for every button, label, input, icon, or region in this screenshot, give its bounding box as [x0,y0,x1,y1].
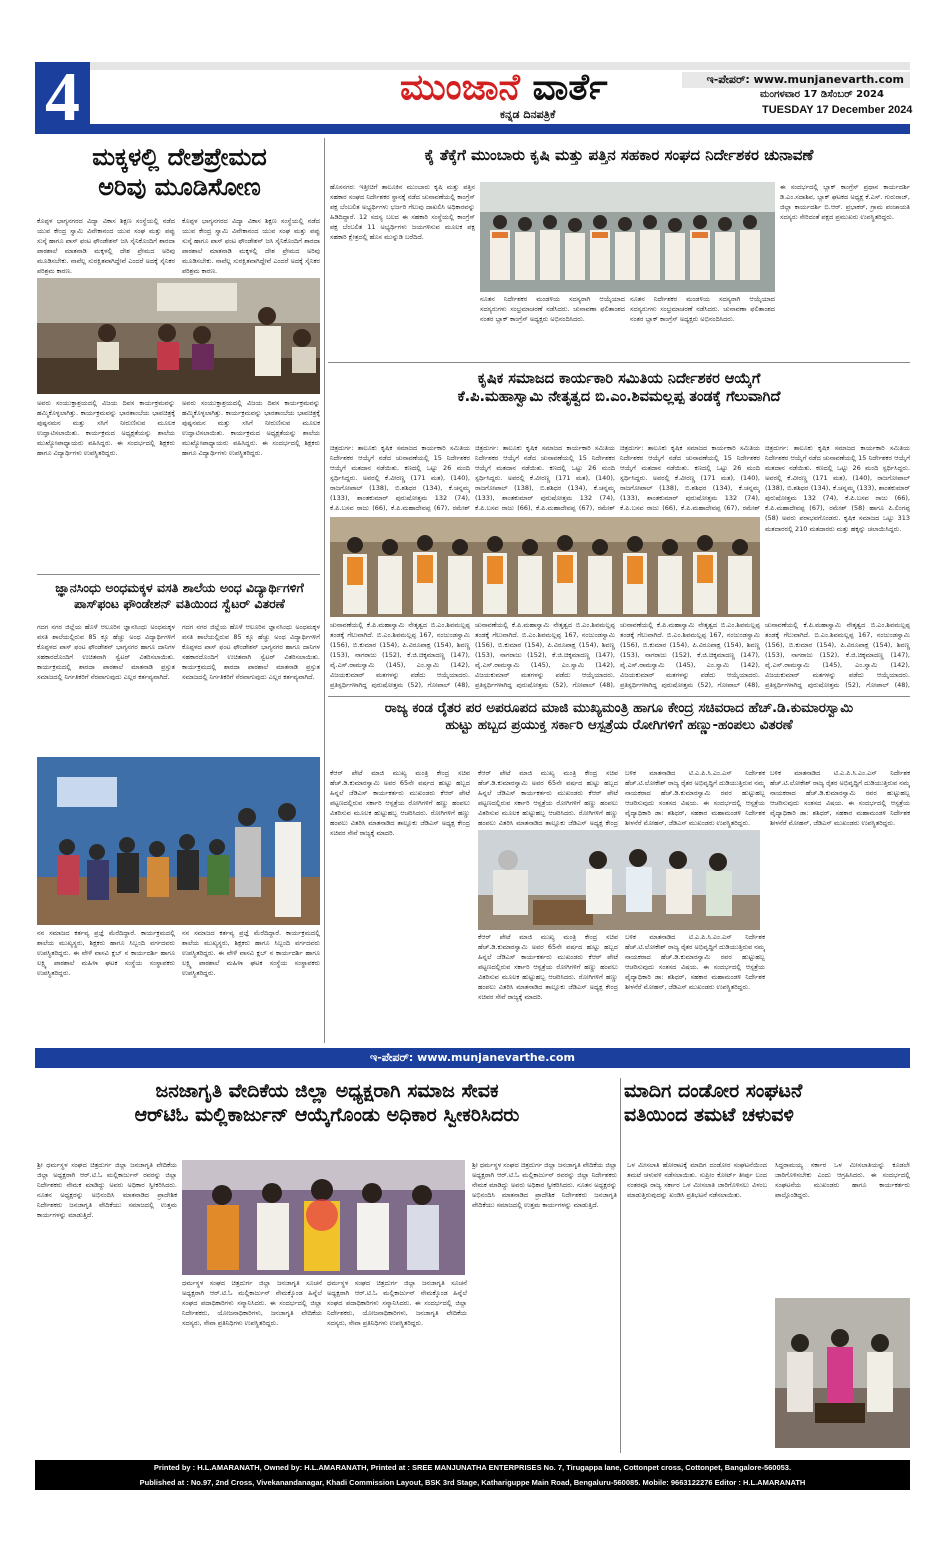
article-5-headline-line-1: ರಾಜ್ಯ ಕಂಡ ರೈತರ ಪರ ಅಪರೂಪದ ಮಾಜಿ ಮುಖ್ಯಮಂತ್ರಿ ಹಾಗೂ ಕೇಂದ್ರ ಸಚಿವರಾದ ಹೆಚ್.ಡಿ.ಕುಮಾರಸ್ವಾಮಿ [384,700,854,716]
article-3-headline-line-2: ಕೆ.ಪಿ.ಮಹಾಸ್ವಾಮಿ ನೇತೃತ್ವದ ಬಿ.ಎಂ.ಶಿವಮಲ್ಲಪ್ಪ ತಂಡಕ್ಕೆ ಗೆಲುವಾಗಿದೆ [457,389,781,406]
article-6-body-2: ಧರ್ಮಸ್ಥಳ ಸಂಘದ ಚಿತ್ರದುರ್ಗ ಜಿಲ್ಲಾ ಜನಜಾಗೃತಿ ಸೂಚನೆ ಅಧ್ಯಕ್ಷರಾಗಿ ಆರ್.ಟಿ.ಓ ಮಲ್ಲಿಕಾರ್ಜುನ್ ನೇಮಕ್ಕೊಂಡ ಹಿನ್ನೆಲೆ ಸಂಘದ ಪದಾಧಿಕಾರಿಗಳು ಸನ್ಮಾನಿಸಿದರು. ಈ ಸಂದರ್ಭದಲ್ಲಿ ಜಿಲ್ಲಾ ನಿರ್ದೇಶಕರು, ಯೋಜನಾಧಿಕಾರಿಗಳು, ಜನಜಾಗೃತಿ ವೇದಿಕೆಯ ಸದಸ್ಯರು, ಸೇವಾ ಪ್ರತಿನಿಧಿಗಳು ಉಪಸ್ಥಿತರಿದ್ದರು. [182,1279,322,1328]
article-5-body-2-cont: ಬಳಿಕ ಮಾತನಾಡಿದ ಟಿ.ಎ.ಪಿ.ಸಿ.ಎಂ.ಎಸ್ ನಿರ್ದೇಶಕ ಹೆಚ್.ಟಿ.ಲೋಕೇಶ್ ರಾಜ್ಯ ರೈತರ ಅಭಿವೃದ್ಧಿಗೆ ದುಡಿಯುತ್ತಿರುವ ನಮ್ಮ ನಾಯಕರಾದ ಹೆಚ್.ಡಿ.ಕುಮಾರಸ್ವಾಮಿ ರವರ ಹುಟ್ಟುಹಬ್ಬ ಆಚರಿಸುವುದು ಸಂತಸದ ವಿಷಯ. ಈ ಸಂದರ್ಭದಲ್ಲಿ ಆಸ್ಪತ್ರೆಯ ವೈದ್ಯಾಧಿಕಾರಿ ಡಾ: ಶಶಿಧರ್, ಸಹಕಾರ ಮಹಾಮಂಡಳಿ ನಿರ್ದೇಶಕ ಶೀಳನೆರೆ ಮೋಹನ್, ಜೆಡಿಎಸ್ ಮುಖಂಡರು ಉಪಸ್ಥಿತರಿದ್ದರು. [625,933,765,992]
article-4-body-2-cont: ನನ ಸಮಾಜದ ಕರ್ತವ್ಯ ಪ್ರಜ್ಞೆ ಮೆರೆದಿದ್ದಾರೆ. ಕಾರ್ಯಕ್ರಮದಲ್ಲಿ ಶಾಲೆಯ ಮುಖ್ಯಸ್ಥರು, ಶಿಕ್ಷಕರು ಹಾಗೂ ಸಿಬ್ಬಂದಿ ವರ್ಗದವರು ಉಪಸ್ಥಿತರಿದ್ದರು. ಈ ವೇಳೆ ವಾಸವಿ ಕ್ಲಬ್ ನ ಕಾರ್ಯದರ್ಶಿ ಹಾಗೂ ಲಕ್ಷ್ಮಿ ಪಾಠಶಾಲೆ ಮಹಿಳಾ ಘಟಕ ಸಂಸ್ಥೆಯ ಸಂಸ್ಥಾಪಕರು ಉಪಸ್ಥಿತರಿದ್ದರು. [182,929,320,978]
article-4-body: ಗದಗ ನಗರ ಜಿಲ್ಲೆಯ ಹೊಳೆ ಆಲೂರಿನ ಜ್ಞಾನಸಿಂಧು ಅಂಧಮಕ್ಕಳ ವಸತಿ ಶಾಲೆಯಲ್ಲಿರುವ 85 ಕ್ಕೂ ಹೆಚ್ಚು ಅಂಧ ವಿದ್ಯಾರ್ಥಿಗಳಿಗೆ ಕೊಪ್ಪಳದ ಪಾಸ್ ಫಂಟ ಫೌಂಡೇಶನ್ ಭಾಗ್ಯನಗರ ಹಾಗೂ ದಾನಿಗಳ ಸಹಕಾರದೊಂದಿಗೆ ಉಚಿತವಾಗಿ ಸ್ವೆಟರ್ ವಿತರಿಸಲಾಯಿತು. ಕಾರ್ಯಕ್ರಮದಲ್ಲಿ ಶಾರದಾ ಪಾಠಶಾಲೆ ಮಾತನಾಡಿ ಪ್ರಸ್ತುತ ಸಮಾಜದಲ್ಲಿ ನಿರ್ಗತಿಕರಿಗೆ ನೆರವಾಗುವುದು ಎಲ್ಲರ ಕರ್ತವ್ಯವಾಗಿದೆ. [37,623,175,682]
article-1-body: ಕೊಪ್ಪಳ ಭಾಗ್ಯನಗರದ ವಿದ್ಯಾ ವಿಕಾಸ ಶಿಕ್ಷಣ ಸಂಸ್ಥೆಯಲ್ಲಿ ನಡೆದ ಯುವ ಕೇಂದ್ರ ಸ್ವಾಮಿ ವಿವೇಕಾನಂದ ಯುವ ಸಂಘ ಮತ್ತು ಪಪ್ಪು ಸುಸ್ಕೆ ಹಾಗೂ ಪಾಸ್ ಫಂಟ ಫೌಂಡೇಶನ್ ಜಸಿ ಸೈನಿಕೊಂದಿಗೆ ಶಾರದಾ ಪಾಠಶಾಲೆ ಮಾತನಾಡಿ ಮಕ್ಕಳಲ್ಲಿ ದೇಶ ಪ್ರೇಮದ ಅರಿವು ಮೂಡಿಸಬೇಕು. ನಾವೆಲ್ಲ ಸುರಕ್ಷಿತವಾಗಿದ್ದೇವೆ ಎಂದರೆ ಅದಕ್ಕೆ ಸೈನಿಕರ ಪರಿಶ್ರಮ ಕಾರಣ. [37,217,175,276]
column-rule [620,1078,621,1453]
article-1-photo [37,278,320,394]
article-3-headline-line-1: ಕೃಷಿಕ ಸಮಾಜದ ಕಾರ್ಯಕಾರಿ ಸಮಿತಿಯ ನಿರ್ದೇಶಕರ ಆಯ್ಕೆಗೆ [477,371,761,387]
article-2-body: ಹೊಸನಗರ: ಇತ್ತೀಚಿಗೆ ತಾಲೂಕಿನ ಮುಂಬಾರು ಕೃಷಿ ಮತ್ತು ಪತ್ತಿನ ಸಹಕಾರ ಸಂಘದ ನಿರ್ದೇಶಕರ ಸ್ಥಾನಕ್ಕೆ ನಡೆದ ಚುನಾವಣೆಯಲ್ಲಿ ಕಾಂಗ್ರೆಸ್ ಪಕ್ಷ ಬೆಂಬಲಿತ ಅಭ್ಯರ್ಥಿಗಳು ಭರ್ಜರಿ ಗೆಲುವು ದಾಖಲಿಸಿ ಅಧಿಕಾರವನ್ನು ಹಿಡಿದಿದ್ದಾರೆ. 12 ಸದಸ್ಯ ಬಲದ ಈ ಸಹಕಾರಿ ಸಂಸ್ಥೆಯಲ್ಲಿ ಕಾಂಗ್ರೆಸ್ ಪಕ್ಷ ಬೆಂಬಲಿತ 11 ಅಭ್ಯರ್ಥಿಗಳು ಜಯಗಳಿಸುವ ಮೂಲಕ ಪಕ್ಷ ಸಹಕಾರಿ ಕ್ಷೇತ್ರದಲ್ಲಿ ಹೊಸ ಮುನ್ನುಡಿ ಬರೆದಿದೆ. [330,183,475,242]
article-3-body-cont: ಚಿತ್ರದುರ್ಗ: ತಾಲೂಕು ಕೃಷಿಕ ಸಮಾಜದ ಕಾರ್ಯಕಾರಿ ಸಮಿತಿಯ ನಿರ್ದೇಶಕರ ಆಯ್ಕೆಗೆ ನಡೆದ ಚುನಾವಣೆಯಲ್ಲಿ 15 ನಿರ್ದೇಶಕರ ಆಯ್ಕೆಗೆ ಮತದಾನ ನಡೆಯಿತು. ಕಣದಲ್ಲಿ ಒಟ್ಟು 26 ಮಂದಿ ಸ್ಪರ್ಧಿಸಿದ್ದರು. ಅವರಲ್ಲಿ ಕೆ.ವೀರಣ್ಣ (171 ಮತ), (140), ರಾಜಗೋಪಾಲ್ (138), ಬಿ.ಶಶಿಧರ (134), ಕೆ.ಚನ್ನಮ್ಮ (133), ಶಾಂತಕುಮಾರ್ ಪುರುಷೋತ್ತಮ 132 (74), ಕೆ.ಪಿ.ಬಸವ ರಾಜು (66), ಕೆ.ಪಿ.ಮಹಾದೇವಪ್ಪ (67), ರಮೇಶ್ [475,444,615,513]
article-4-body-cont: ಗದಗ ನಗರ ಜಿಲ್ಲೆಯ ಹೊಳೆ ಆಲೂರಿನ ಜ್ಞಾನಸಿಂಧು ಅಂಧಮಕ್ಕಳ ವಸತಿ ಶಾಲೆಯಲ್ಲಿರುವ 85 ಕ್ಕೂ ಹೆಚ್ಚು ಅಂಧ ವಿದ್ಯಾರ್ಥಿಗಳಿಗೆ ಕೊಪ್ಪಳದ ಪಾಸ್ ಫಂಟ ಫೌಂಡೇಶನ್ ಭಾಗ್ಯನಗರ ಹಾಗೂ ದಾನಿಗಳ ಸಹಕಾರದೊಂದಿಗೆ ಉಚಿತವಾಗಿ ಸ್ವೆಟರ್ ವಿತರಿಸಲಾಯಿತು. ಕಾರ್ಯಕ್ರಮದಲ್ಲಿ ಶಾರದಾ ಪಾಠಶಾಲೆ ಮಾತನಾಡಿ ಪ್ರಸ್ತುತ ಸಮಾಜದಲ್ಲಿ ನಿರ್ಗತಿಕರಿಗೆ ನೆರವಾಗುವುದು ಎಲ್ಲರ ಕರ್ತವ್ಯವಾಗಿದೆ. [182,623,320,682]
newspaper-logo [400,66,608,109]
article-7-photo [775,1298,910,1448]
article-5-body-2: ಬಳಿಕ ಮಾತನಾಡಿದ ಟಿ.ಎ.ಪಿ.ಸಿ.ಎಂ.ಎಸ್ ನಿರ್ದೇಶಕ ಹೆಚ್.ಟಿ.ಲೋಕೇಶ್ ರಾಜ್ಯ ರೈತರ ಅಭಿವೃದ್ಧಿಗೆ ದುಡಿಯುತ್ತಿರುವ ನಮ್ಮ ನಾಯಕರಾದ ಹೆಚ್.ಡಿ.ಕುಮಾರಸ್ವಾಮಿ ರವರ ಹುಟ್ಟುಹಬ್ಬ ಆಚರಿಸುವುದು ಸಂತಸದ ವಿಷಯ. ಈ ಸಂದರ್ಭದಲ್ಲಿ ಆಸ್ಪತ್ರೆಯ ವೈದ್ಯಾಧಿಕಾರಿ ಡಾ: ಶಶಿಧರ್, ಸಹಕಾರ ಮಹಾಮಂಡಳಿ ನಿರ್ದೇಶಕ ಶೀಳನೆರೆ ಮೋಹನ್, ಜೆಡಿಎಸ್ ಮುಖಂಡರು ಉಪಸ್ಥಿತರಿದ್ದರು. [625,769,765,828]
article-7-body-2: ಸಿದ್ದರಾಮಯ್ಯ ಸರ್ಕಾರ ಒಳ ಮೀಸಲಾತಿಯನ್ನು ಕೂಡಲೇ ಜಾರಿಗೊಳಿಸಬೇಕು ಎಂದು ಆಗ್ರಹಿಸಿದರು. ಈ ಸಂದರ್ಭದಲ್ಲಿ ಸಂಘಟನೆಯ ಮುಖಂಡರು ಹಾಗೂ ಕಾರ್ಯಕರ್ತರು ಪಾಲ್ಗೊಂಡಿದ್ದರು. [775,1161,910,1200]
article-3-photo [330,517,760,617]
article-7-headline-line-2: ವತಿಯಿಂದ ತಮಟೆ ಚಳುವಳಿ [624,1103,794,1126]
article-3-body-2-cont: ಚುನಾವಣೆಯಲ್ಲಿ ಕೆ.ಪಿ.ಮಹಾಸ್ವಾಮಿ ನೇತೃತ್ವದ ಬಿ.ಎಂ.ಶಿವಮಲ್ಲಪ್ಪ ತಂಡಕ್ಕೆ ಗೆಲುವಾಗಿದೆ. ಬಿ.ಎಂ.ಶಿವಮಲ್ಲಪ್ಪ 167, ನಂಜುಂಡಸ್ವಾಮಿ (156), ಬಿ.ಕುಮಾರ (154), ಪಿ.ವಿರೂಪಾಕ್ಷ (154), ಶಿವಣ್ಣ (153), ನಾಗರಾಜು (152), ಕೆ.ಜಿ.ಚಿಕ್ಕಮಾದಣ್ಣ (147), ವೈ.ಎಸ್.ರಾಮಸ್ವಾಮಿ (145), ಎಂ.ಸ್ವಾಮಿ (142), ವಿಜಯಕುಮಾರ್ ಮತಗಳನ್ನು ಪಡೆದು ಆಯ್ಕೆಯಾದರು. ಪ್ರತಿಸ್ಪರ್ಧಿಗಳಾಗಿದ್ದ ಪುರುಷೋತ್ತಮ (52), ಗೋಪಾಲ್ (48), [475,621,615,690]
footer-line-1: Printed by : H.L.AMARANATH, Owned by: H.L.AMARANATH, Printed at : SREE MANJUNATHA ENTERPRISES No. 7, Tirugappa lane, Cottonpet cross, Cottonpet, Bangalore-560053. [153,1463,792,1472]
article-4-headline [37,580,322,611]
article-4-headline-line-1: ಜ್ಞಾನಸಿಂಧು ಅಂಧಮಕ್ಕಳ ವಸತಿ ಶಾಲೆಯ ಅಂಧ ವಿದ್ಯಾರ್ಥಿಗಳಿಗೆ [55,580,304,595]
article-5-photo [478,830,760,930]
section-divider [328,696,910,697]
article-2-photo [480,182,775,292]
article-1-body-2: ಅವರು ಸಂಯುಕ್ತಾಶ್ರಯದಲ್ಲಿ ವಿಜಯ ದಿವಸ ಕಾರ್ಯಕ್ರಮವನ್ನು ಹಮ್ಮಿಕೊಳ್ಳಲಾಗಿತ್ತು. ಕಾರ್ಯಕ್ರಮವನ್ನು ಭಾರತಾಂಬೆಯ ಭಾವಚಿತ್ರಕ್ಕೆ ಪುಷ್ಪನಮನ ಮತ್ತು ಸಸಿಗೆ ನೀರುಣಿಸುವ ಮೂಲಕ ಉದ್ಘಾಟಿಸಲಾಯಿತು. ಕಾರ್ಯಕ್ರಮದ ಅಧ್ಯಕ್ಷತೆಯನ್ನು ಶಾಲೆಯ ಮುಖ್ಯೋಪಾಧ್ಯಾಯರು ವಹಿಸಿದ್ದರು. ಈ ಸಂದರ್ಭದಲ್ಲಿ ಶಿಕ್ಷಕರು ಹಾಗೂ ವಿದ್ಯಾರ್ಥಿಗಳು ಉಪಸ್ಥಿತರಿದ್ದರು. [37,399,175,458]
article-3-headline [328,370,910,406]
epaper-banner[interactable]: ಇ-ಪೇಪರ್: www.munjanevarthe.com [35,1048,910,1068]
article-6-headline-line-2: ಆರ್‌ಟಿಓ ಮಲ್ಲಿಕಾರ್ಜುನ್ ಆಯ್ಕೆಗೊಂಡು ಅಧಿಕಾರ ಸ್ವೀಕರಿಸಿದರು [134,1103,520,1126]
article-3-body-2-cont-2: ಚುನಾವಣೆಯಲ್ಲಿ ಕೆ.ಪಿ.ಮಹಾಸ್ವಾಮಿ ನೇತೃತ್ವದ ಬಿ.ಎಂ.ಶಿವಮಲ್ಲಪ್ಪ ತಂಡಕ್ಕೆ ಗೆಲುವಾಗಿದೆ. ಬಿ.ಎಂ.ಶಿವಮಲ್ಲಪ್ಪ 167, ನಂಜುಂಡಸ್ವಾಮಿ (156), ಬಿ.ಕುಮಾರ (154), ಪಿ.ವಿರೂಪಾಕ್ಷ (154), ಶಿವಣ್ಣ (153), ನಾಗರಾಜು (152), ಕೆ.ಜಿ.ಚಿಕ್ಕಮಾದಣ್ಣ (147), ವೈ.ಎಸ್.ರಾಮಸ್ವಾಮಿ (145), ಎಂ.ಸ್ವಾಮಿ (142), ವಿಜಯಕುಮಾರ್ ಮತಗಳನ್ನು ಪಡೆದು ಆಯ್ಕೆಯಾದರು. ಪ್ರತಿಸ್ಪರ್ಧಿಗಳಾಗಿದ್ದ ಪುರುಷೋತ್ತಮ (52), ಗೋಪಾಲ್ (48), [620,621,760,690]
masthead-bottom-bar [90,124,910,134]
printer-publisher-footer [35,1460,910,1490]
article-2-caption: ನೂತನ ನಿರ್ದೇಶಕರ ಮಂಡಳಿಯ ಸದಸ್ಯರಾಗಿ ಆಯ್ಕೆಯಾದ ಸದಸ್ಯರುಗಳು ಸಂಭ್ರಮಾಚರಣೆ ನಡೆಸಿದರು. ಚುನಾವಣಾ ಫಲಿತಾಂಶದ ನಂತರ ಬ್ಲಾಕ್ ಕಾಂಗ್ರೆಸ್ ಅಧ್ಯಕ್ಷರು ಅಭಿನಂದಿಸಿದರು. [480,295,625,324]
article-6-photo [182,1160,465,1275]
article-3-body: ಚಿತ್ರದುರ್ಗ: ತಾಲೂಕು ಕೃಷಿಕ ಸಮಾಜದ ಕಾರ್ಯಕಾರಿ ಸಮಿತಿಯ ನಿರ್ದೇಶಕರ ಆಯ್ಕೆಗೆ ನಡೆದ ಚುನಾವಣೆಯಲ್ಲಿ 15 ನಿರ್ದೇಶಕರ ಆಯ್ಕೆಗೆ ಮತದಾನ ನಡೆಯಿತು. ಕಣದಲ್ಲಿ ಒಟ್ಟು 26 ಮಂದಿ ಸ್ಪರ್ಧಿಸಿದ್ದರು. ಅವರಲ್ಲಿ ಕೆ.ವೀರಣ್ಣ (171 ಮತ), (140), ರಾಜಗೋಪಾಲ್ (138), ಬಿ.ಶಶಿಧರ (134), ಕೆ.ಚನ್ನಮ್ಮ (133), ಶಾಂತಕುಮಾರ್ ಪುರುಷೋತ್ತಮ 132 (74), ಕೆ.ಪಿ.ಬಸವ ರಾಜು (66), ಕೆ.ಪಿ.ಮಹಾದೇವಪ್ಪ (67), ರಮೇಶ್ [330,444,470,513]
section-divider [328,362,910,363]
article-2-body-2: ಈ ಸಂದರ್ಭದಲ್ಲಿ ಬ್ಲಾಕ್ ಕಾಂಗ್ರೆಸ್ ಪ್ರಧಾನ ಕಾರ್ಯದರ್ಶಿ ಡಿ.ಎಂ.ಸದಾಶಿವ, ಬ್ಲಾಕ್ ಘಟಕದ ಅಧ್ಯಕ್ಷ ಕೆ.ಎಸ್. ಗುರುರಾಜ್, ಜಿಲ್ಲಾ ಕಾರ್ಯದರ್ಶಿ ಬಿ.ಆರ್. ಪ್ರಭಾಕರ್, ಗ್ರಾಮ ಪಂಚಾಯತಿ ಸದಸ್ಯರು ಸೇರಿದಂತೆ ಪಕ್ಷದ ಪ್ರಮುಖರು ಉಪಸ್ಥಿತರಿದ್ದರು. [780,183,910,222]
article-7-body: ಒಳ ಮೀಸಲಾತಿ ಹೋರಾಟಕ್ಕೆ ಮಾದಿಗ ದಂಡೋರ ಸಂಘಟನೆಯಿಂದ ತಮಟೆ ಚಳುವಳಿ ನಡೆಸಲಾಯಿತು. ಸುಪ್ರೀಂ ಕೋರ್ಟ್ ತೀರ್ಪು ಬಂದ ನಂತರವೂ ರಾಜ್ಯ ಸರ್ಕಾರ ಒಳ ಮೀಸಲಾತಿ ಜಾರಿಗೊಳಿಸಲು ವಿಳಂಬ ಮಾಡುತ್ತಿರುವುದನ್ನು ಖಂಡಿಸಿ ಪ್ರತಿಭಟನೆ ನಡೆಸಲಾಯಿತು. [627,1161,767,1200]
page-number: 4 [35,62,90,134]
section-divider [37,574,320,575]
article-6-body-2-cont: ಧರ್ಮಸ್ಥಳ ಸಂಘದ ಚಿತ್ರದುರ್ಗ ಜಿಲ್ಲಾ ಜನಜಾಗೃತಿ ಸೂಚನೆ ಅಧ್ಯಕ್ಷರಾಗಿ ಆರ್.ಟಿ.ಓ ಮಲ್ಲಿಕಾರ್ಜುನ್ ನೇಮಕ್ಕೊಂಡ ಹಿನ್ನೆಲೆ ಸಂಘದ ಪದಾಧಿಕಾರಿಗಳು ಸನ್ಮಾನಿಸಿದರು. ಈ ಸಂದರ್ಭದಲ್ಲಿ ಜಿಲ್ಲಾ ನಿರ್ದೇಶಕರು, ಯೋಜನಾಧಿಕಾರಿಗಳು, ಜನಜಾಗೃತಿ ವೇದಿಕೆಯ ಸದಸ್ಯರು, ಸೇವಾ ಪ್ರತಿನಿಧಿಗಳು ಉಪಸ್ಥಿತರಿದ್ದರು. [327,1279,467,1328]
article-6-headline [37,1080,617,1128]
footer-line-2: Published at : No.97, 2nd Cross, Vivekanandanagar, Khadi Commission Layout, BSK 3rd Stage, Kathariguppe Main Road, Bengaluru-560085. Mobile: 9663122276 Editor : H.L.AMARANATH [139,1478,806,1487]
article-3-body-2-cont-3: ಚುನಾವಣೆಯಲ್ಲಿ ಕೆ.ಪಿ.ಮಹಾಸ್ವಾಮಿ ನೇತೃತ್ವದ ಬಿ.ಎಂ.ಶಿವಮಲ್ಲಪ್ಪ ತಂಡಕ್ಕೆ ಗೆಲುವಾಗಿದೆ. ಬಿ.ಎಂ.ಶಿವಮಲ್ಲಪ್ಪ 167, ನಂಜುಂಡಸ್ವಾಮಿ (156), ಬಿ.ಕುಮಾರ (154), ಪಿ.ವಿರೂಪಾಕ್ಷ (154), ಶಿವಣ್ಣ (153), ನಾಗರಾಜು (152), ಕೆ.ಜಿ.ಚಿಕ್ಕಮಾದಣ್ಣ (147), ವೈ.ಎಸ್.ರಾಮಸ್ವಾಮಿ (145), ಎಂ.ಸ್ವಾಮಿ (142), ವಿಜಯಕುಮಾರ್ ಮತಗಳನ್ನು ಪಡೆದು ಆಯ್ಕೆಯಾದರು. ಪ್ರತಿಸ್ಪರ್ಧಿಗಳಾಗಿದ್ದ ಪುರುಷೋತ್ತಮ (52), ಗೋಪಾಲ್ (48), [765,621,910,690]
epaper-url[interactable]: ಇ-ಪೇಪರ್: www.munjanevarth.com [682,72,910,88]
column-rule [324,138,325,1043]
article-3-body-cont-2: ಚಿತ್ರದುರ್ಗ: ತಾಲೂಕು ಕೃಷಿಕ ಸಮಾಜದ ಕಾರ್ಯಕಾರಿ ಸಮಿತಿಯ ನಿರ್ದೇಶಕರ ಆಯ್ಕೆಗೆ ನಡೆದ ಚುನಾವಣೆಯಲ್ಲಿ 15 ನಿರ್ದೇಶಕರ ಆಯ್ಕೆಗೆ ಮತದಾನ ನಡೆಯಿತು. ಕಣದಲ್ಲಿ ಒಟ್ಟು 26 ಮಂದಿ ಸ್ಪರ್ಧಿಸಿದ್ದರು. ಅವರಲ್ಲಿ ಕೆ.ವೀರಣ್ಣ (171 ಮತ), (140), ರಾಜಗೋಪಾಲ್ (138), ಬಿ.ಶಶಿಧರ (134), ಕೆ.ಚನ್ನಮ್ಮ (133), ಶಾಂತಕುಮಾರ್ ಪುರುಷೋತ್ತಮ 132 (74), ಕೆ.ಪಿ.ಬಸವ ರಾಜು (66), ಕೆ.ಪಿ.ಮಹಾದೇವಪ್ಪ (67), ರಮೇಶ್ [620,444,760,513]
article-2-caption-cont: ನೂತನ ನಿರ್ದೇಶಕರ ಮಂಡಳಿಯ ಸದಸ್ಯರಾಗಿ ಆಯ್ಕೆಯಾದ ಸದಸ್ಯರುಗಳು ಸಂಭ್ರಮಾಚರಣೆ ನಡೆಸಿದರು. ಚುನಾವಣಾ ಫಲಿತಾಂಶದ ನಂತರ ಬ್ಲಾಕ್ ಕಾಂಗ್ರೆಸ್ ಅಧ್ಯಕ್ಷರು ಅಭಿನಂದಿಸಿದರು. [630,295,775,324]
article-3-body-cont-3: ಚಿತ್ರದುರ್ಗ: ತಾಲೂಕು ಕೃಷಿಕ ಸಮಾಜದ ಕಾರ್ಯಕಾರಿ ಸಮಿತಿಯ ನಿರ್ದೇಶಕರ ಆಯ್ಕೆಗೆ ನಡೆದ ಚುನಾವಣೆಯಲ್ಲಿ 15 ನಿರ್ದೇಶಕರ ಆಯ್ಕೆಗೆ ಮತದಾನ ನಡೆಯಿತು. ಕಣದಲ್ಲಿ ಒಟ್ಟು 26 ಮಂದಿ ಸ್ಪರ್ಧಿಸಿದ್ದರು. ಅವರಲ್ಲಿ ಕೆ.ವೀರಣ್ಣ (171 ಮತ), (140), ರಾಜಗೋಪಾಲ್ (138), ಬಿ.ಶಶಿಧರ (134), ಕೆ.ಚನ್ನಮ್ಮ (133), ಶಾಂತಕುಮಾರ್ ಪುರುಷೋತ್ತಮ 132 (74), ಕೆ.ಪಿ.ಬಸವ ರಾಜು (66), ಕೆ.ಪಿ.ಮಹಾದೇವಪ್ಪ (67), ರಮೇಶ್ (58) ಹಾಗೂ ಪಿ.ಲಿಂಗಪ್ಪ (58) ಅವರು ಪರಾಭವಗೊಂಡರು. ಕೃಷಿಕ ಸಮಾಜದ ಒಟ್ಟು 313 ಮತದಾರರಲ್ಲಿ 210 ಮತದಾರರು ಮತ್ತು ಹಕ್ಕನ್ನು ಚಲಾಯಿಸಿದ್ದರು. [765,444,910,533]
date-kannada: ಮಂಗಳವಾರ 17 ಡಿಸೆಂಬರ್ 2024 [760,89,884,100]
logo-part-2: ವಾರ್ತೆ [532,66,608,108]
article-6-body: ಶ್ರೀ ಧರ್ಮಸ್ಥಳ ಸಂಘದ ಚಿತ್ರದುರ್ಗ ಜಿಲ್ಲಾ ಜನಜಾಗೃತಿ ವೇದಿಕೆಯ ಜಿಲ್ಲಾ ಅಧ್ಯಕ್ಷರಾಗಿ ಆರ್.ಟಿ.ಓ ಮಲ್ಲಿಕಾರ್ಜುನ್ ರವರನ್ನು ಜಿಲ್ಲಾ ನಿರ್ದೇಶಕರು ನೇಮಕ ಮಾಡಿದ್ದು ಅವರು ಅಧಿಕಾರ ಸ್ವೀಕರಿಸಿದರು. ನೂತನ ಅಧ್ಯಕ್ಷರನ್ನು ಅಭಿನಂದಿಸಿ ಮಾತನಾಡಿದ ಪ್ರಾದೇಶಿಕ ನಿರ್ದೇಶಕರು ಜನಜಾಗೃತಿ ವೇದಿಕೆಯು ಸಮಾಜದಲ್ಲಿ ಉತ್ತಮ ಕಾರ್ಯಗಳನ್ನು ಮಾಡುತ್ತಿದೆ. [37,1161,177,1220]
tagline: ಕನ್ನಡ ದಿನಪತ್ರಿಕೆ [500,108,556,121]
article-6-headline-line-1: ಜನಜಾಗೃತಿ ವೇದಿಕೆಯ ಜಿಲ್ಲಾ ಅಧ್ಯಕ್ಷರಾಗಿ ಸಮಾಜ ಸೇವಕ [155,1080,499,1102]
article-5-headline-line-2: ಹುಟ್ಟು ಹಬ್ಬದ ಪ್ರಯುಕ್ತ ಸರ್ಕಾರಿ ಆಸ್ಪತ್ರೆಯ ರೋಗಿಗಳಿಗೆ ಹಣ್ಣು-ಹಂಪಲು ವಿತರಣೆ [445,716,793,733]
article-5-body-cont-2: ಕೆಆರ್ ಪೇಟೆ ಮಾಜಿ ಮುಖ್ಯ ಮಂತ್ರಿ ಕೇಂದ್ರ ಸಚಿವ ಹೆಚ್.ಡಿ.ಕುಮಾರಸ್ವಾಮಿ ಅವರ 65ನೇ ವರ್ಷದ ಹುಟ್ಟು ಹಬ್ಬದ ಹಿನ್ನಲೆ ಜೆಡಿಎಸ್ ಕಾರ್ಯಕರ್ತರು ಮುಖಂಡರು ಕೆಆರ್ ಪೇಟೆ ಪಟ್ಟಣದಲ್ಲಿರುವ ಸರ್ಕಾರಿ ಆಸ್ಪತ್ರೆಯ ರೋಗಿಗಳಿಗೆ ಹಣ್ಣು ಹಂಪಲು ವಿತರಿಸುವ ಮೂಲಕ ಹುಟ್ಟುಹಬ್ಬ ಆಚರಿಸಿದರು. ರೋಗಿಗಳಿಗೆ ಹಣ್ಣು ಹಂಪಲು ವಿತರಿಸಿ ಮಾತನಾಡಿದ ತಾಲ್ಲೂಕು ಜೆಡಿಎಸ್ ಅಧ್ಯಕ್ಷ ಕೇಂದ್ರ ಸಚಿವರ ಸೇವೆ ರಾಜ್ಯಕ್ಕೆ ಮಾದರಿ. [478,933,618,1002]
article-1-body-cont: ಕೊಪ್ಪಳ ಭಾಗ್ಯನಗರದ ವಿದ್ಯಾ ವಿಕಾಸ ಶಿಕ್ಷಣ ಸಂಸ್ಥೆಯಲ್ಲಿ ನಡೆದ ಯುವ ಕೇಂದ್ರ ಸ್ವಾಮಿ ವಿವೇಕಾನಂದ ಯುವ ಸಂಘ ಮತ್ತು ಪಪ್ಪು ಸುಸ್ಕೆ ಹಾಗೂ ಪಾಸ್ ಫಂಟ ಫೌಂಡೇಶನ್ ಜಸಿ ಸೈನಿಕೊಂದಿಗೆ ಶಾರದಾ ಪಾಠಶಾಲೆ ಮಾತನಾಡಿ ಮಕ್ಕಳಲ್ಲಿ ದೇಶ ಪ್ರೇಮದ ಅರಿವು ಮೂಡಿಸಬೇಕು. ನಾವೆಲ್ಲ ಸುರಕ್ಷಿತವಾಗಿದ್ದೇವೆ ಎಂದರೆ ಅದಕ್ಕೆ ಸೈನಿಕರ ಪರಿಶ್ರಮ ಕಾರಣ. [182,217,320,276]
article-1-headline [37,142,322,202]
article-5-body-2-cont-2: ಬಳಿಕ ಮಾತನಾಡಿದ ಟಿ.ಎ.ಪಿ.ಸಿ.ಎಂ.ಎಸ್ ನಿರ್ದೇಶಕ ಹೆಚ್.ಟಿ.ಲೋಕೇಶ್ ರಾಜ್ಯ ರೈತರ ಅಭಿವೃದ್ಧಿಗೆ ದುಡಿಯುತ್ತಿರುವ ನಮ್ಮ ನಾಯಕರಾದ ಹೆಚ್.ಡಿ.ಕುಮಾರಸ್ವಾಮಿ ರವರ ಹುಟ್ಟುಹಬ್ಬ ಆಚರಿಸುವುದು ಸಂತಸದ ವಿಷಯ. ಈ ಸಂದರ್ಭದಲ್ಲಿ ಆಸ್ಪತ್ರೆಯ ವೈದ್ಯಾಧಿಕಾರಿ ಡಾ: ಶಶಿಧರ್, ಸಹಕಾರ ಮಹಾಮಂಡಳಿ ನಿರ್ದೇಶಕ ಶೀಳನೆರೆ ಮೋಹನ್, ಜೆಡಿಎಸ್ ಮುಖಂಡರು ಉಪಸ್ಥಿತರಿದ್ದರು. [770,769,910,828]
article-3-body-2: ಚುನಾವಣೆಯಲ್ಲಿ ಕೆ.ಪಿ.ಮಹಾಸ್ವಾಮಿ ನೇತೃತ್ವದ ಬಿ.ಎಂ.ಶಿವಮಲ್ಲಪ್ಪ ತಂಡಕ್ಕೆ ಗೆಲುವಾಗಿದೆ. ಬಿ.ಎಂ.ಶಿವಮಲ್ಲಪ್ಪ 167, ನಂಜುಂಡಸ್ವಾಮಿ (156), ಬಿ.ಕುಮಾರ (154), ಪಿ.ವಿರೂಪಾಕ್ಷ (154), ಶಿವಣ್ಣ (153), ನಾಗರಾಜು (152), ಕೆ.ಜಿ.ಚಿಕ್ಕಮಾದಣ್ಣ (147), ವೈ.ಎಸ್.ರಾಮಸ್ವಾಮಿ (145), ಎಂ.ಸ್ವಾಮಿ (142), ವಿಜಯಕುಮಾರ್ ಮತಗಳನ್ನು ಪಡೆದು ಆಯ್ಕೆಯಾದರು. ಪ್ರತಿಸ್ಪರ್ಧಿಗಳಾಗಿದ್ದ ಪುರುಷೋತ್ತಮ (52), ಗೋಪಾಲ್ (48), [330,621,470,690]
article-1-body-2-cont: ಅವರು ಸಂಯುಕ್ತಾಶ್ರಯದಲ್ಲಿ ವಿಜಯ ದಿವಸ ಕಾರ್ಯಕ್ರಮವನ್ನು ಹಮ್ಮಿಕೊಳ್ಳಲಾಗಿತ್ತು. ಕಾರ್ಯಕ್ರಮವನ್ನು ಭಾರತಾಂಬೆಯ ಭಾವಚಿತ್ರಕ್ಕೆ ಪುಷ್ಪನಮನ ಮತ್ತು ಸಸಿಗೆ ನೀರುಣಿಸುವ ಮೂಲಕ ಉದ್ಘಾಟಿಸಲಾಯಿತು. ಕಾರ್ಯಕ್ರಮದ ಅಧ್ಯಕ್ಷತೆಯನ್ನು ಶಾಲೆಯ ಮುಖ್ಯೋಪಾಧ್ಯಾಯರು ವಹಿಸಿದ್ದರು. ಈ ಸಂದರ್ಭದಲ್ಲಿ ಶಿಕ್ಷಕರು ಹಾಗೂ ವಿದ್ಯಾರ್ಥಿಗಳು ಉಪಸ್ಥಿತರಿದ್ದರು. [182,399,320,458]
article-7-headline [624,1080,912,1128]
article-5-headline [328,700,910,734]
article-1-headline-line-2: ಅರಿವು ಮೂಡಿಸೋಣ [98,173,261,201]
logo-part-1: ಮುಂಜಾನೆ [400,66,520,108]
article-7-headline-line-1: ಮಾದಿಗ ದಂಡೋರ ಸಂಘಟನೆ [624,1080,803,1102]
article-5-body-cont: ಕೆಆರ್ ಪೇಟೆ ಮಾಜಿ ಮುಖ್ಯ ಮಂತ್ರಿ ಕೇಂದ್ರ ಸಚಿವ ಹೆಚ್.ಡಿ.ಕುಮಾರಸ್ವಾಮಿ ಅವರ 65ನೇ ವರ್ಷದ ಹುಟ್ಟು ಹಬ್ಬದ ಹಿನ್ನಲೆ ಜೆಡಿಎಸ್ ಕಾರ್ಯಕರ್ತರು ಮುಖಂಡರು ಕೆಆರ್ ಪೇಟೆ ಪಟ್ಟಣದಲ್ಲಿರುವ ಸರ್ಕಾರಿ ಆಸ್ಪತ್ರೆಯ ರೋಗಿಗಳಿಗೆ ಹಣ್ಣು ಹಂಪಲು ವಿತರಿಸುವ ಮೂಲಕ ಹುಟ್ಟುಹಬ್ಬ ಆಚರಿಸಿದರು. ರೋಗಿಗಳಿಗೆ ಹಣ್ಣು ಹಂಪಲು ವಿತರಿಸಿ ಮಾತನಾಡಿದ ತಾಲ್ಲೂಕು ಜೆಡಿಎಸ್ ಅಧ್ಯಕ್ಷ ಕೇಂದ್ರ [478,769,618,828]
article-5-body: ಕೆಆರ್ ಪೇಟೆ ಮಾಜಿ ಮುಖ್ಯ ಮಂತ್ರಿ ಕೇಂದ್ರ ಸಚಿವ ಹೆಚ್.ಡಿ.ಕುಮಾರಸ್ವಾಮಿ ಅವರ 65ನೇ ವರ್ಷದ ಹುಟ್ಟು ಹಬ್ಬದ ಹಿನ್ನಲೆ ಜೆಡಿಎಸ್ ಕಾರ್ಯಕರ್ತರು ಮುಖಂಡರು ಕೆಆರ್ ಪೇಟೆ ಪಟ್ಟಣದಲ್ಲಿರುವ ಸರ್ಕಾರಿ ಆಸ್ಪತ್ರೆಯ ರೋಗಿಗಳಿಗೆ ಹಣ್ಣು ಹಂಪಲು ವಿತರಿಸುವ ಮೂಲಕ ಹುಟ್ಟುಹಬ್ಬ ಆಚರಿಸಿದರು. ರೋಗಿಗಳಿಗೆ ಹಣ್ಣು ಹಂಪಲು ವಿತರಿಸಿ ಮಾತನಾಡಿದ ತಾಲ್ಲೂಕು ಜೆಡಿಎಸ್ ಅಧ್ಯಕ್ಷ ಕೇಂದ್ರ ಸಚಿವರ ಸೇವೆ ರಾಜ್ಯಕ್ಕೆ ಮಾದರಿ. [330,769,470,838]
article-2-headline: ಕೈ ತೆಕ್ಕೆಗೆ ಮುಂಬಾರು ಕೃಷಿ ಮತ್ತು ಪತ್ತಿನ ಸಹಕಾರ ಸಂಘದ ನಿರ್ದೇಶಕರ ಚುನಾವಣೆ [424,146,814,164]
article-1-headline-line-1: ಮಕ್ಕಳಲ್ಲಿ ದೇಶಪ್ರೇಮದ [92,143,267,171]
article-4-headline-line-2: ಪಾಸ್‌ಫಂಟ ಫೌಂಡೇಶನ್ ವತಿಯಿಂದ ಸ್ವೆಟರ್ ವಿತರಣೆ [74,595,285,611]
article-4-body-2: ನನ ಸಮಾಜದ ಕರ್ತವ್ಯ ಪ್ರಜ್ಞೆ ಮೆರೆದಿದ್ದಾರೆ. ಕಾರ್ಯಕ್ರಮದಲ್ಲಿ ಶಾಲೆಯ ಮುಖ್ಯಸ್ಥರು, ಶಿಕ್ಷಕರು ಹಾಗೂ ಸಿಬ್ಬಂದಿ ವರ್ಗದವರು ಉಪಸ್ಥಿತರಿದ್ದರು. ಈ ವೇಳೆ ವಾಸವಿ ಕ್ಲಬ್ ನ ಕಾರ್ಯದರ್ಶಿ ಹಾಗೂ ಲಕ್ಷ್ಮಿ ಪಾಠಶಾಲೆ ಮಹಿಳಾ ಘಟಕ ಸಂಸ್ಥೆಯ ಸಂಸ್ಥಾಪಕರು ಉಪಸ್ಥಿತರಿದ್ದರು. [37,929,175,978]
date-english: TUESDAY 17 December 2024 [762,104,913,116]
article-4-photo [37,757,320,925]
article-6-body-cont: ಶ್ರೀ ಧರ್ಮಸ್ಥಳ ಸಂಘದ ಚಿತ್ರದುರ್ಗ ಜಿಲ್ಲಾ ಜನಜಾಗೃತಿ ವೇದಿಕೆಯ ಜಿಲ್ಲಾ ಅಧ್ಯಕ್ಷರಾಗಿ ಆರ್.ಟಿ.ಓ ಮಲ್ಲಿಕಾರ್ಜುನ್ ರವರನ್ನು ಜಿಲ್ಲಾ ನಿರ್ದೇಶಕರು ನೇಮಕ ಮಾಡಿದ್ದು ಅವರು ಅಧಿಕಾರ ಸ್ವೀಕರಿಸಿದರು. ನೂತನ ಅಧ್ಯಕ್ಷರನ್ನು ಅಭಿನಂದಿಸಿ ಮಾತನಾಡಿದ ಪ್ರಾದೇಶಿಕ ನಿರ್ದೇಶಕರು ಜನಜಾಗೃತಿ ವೇದಿಕೆಯು ಸಮಾಜದಲ್ಲಿ ಉತ್ತಮ ಕಾರ್ಯಗಳನ್ನು ಮಾಡುತ್ತಿದೆ. [472,1161,617,1210]
